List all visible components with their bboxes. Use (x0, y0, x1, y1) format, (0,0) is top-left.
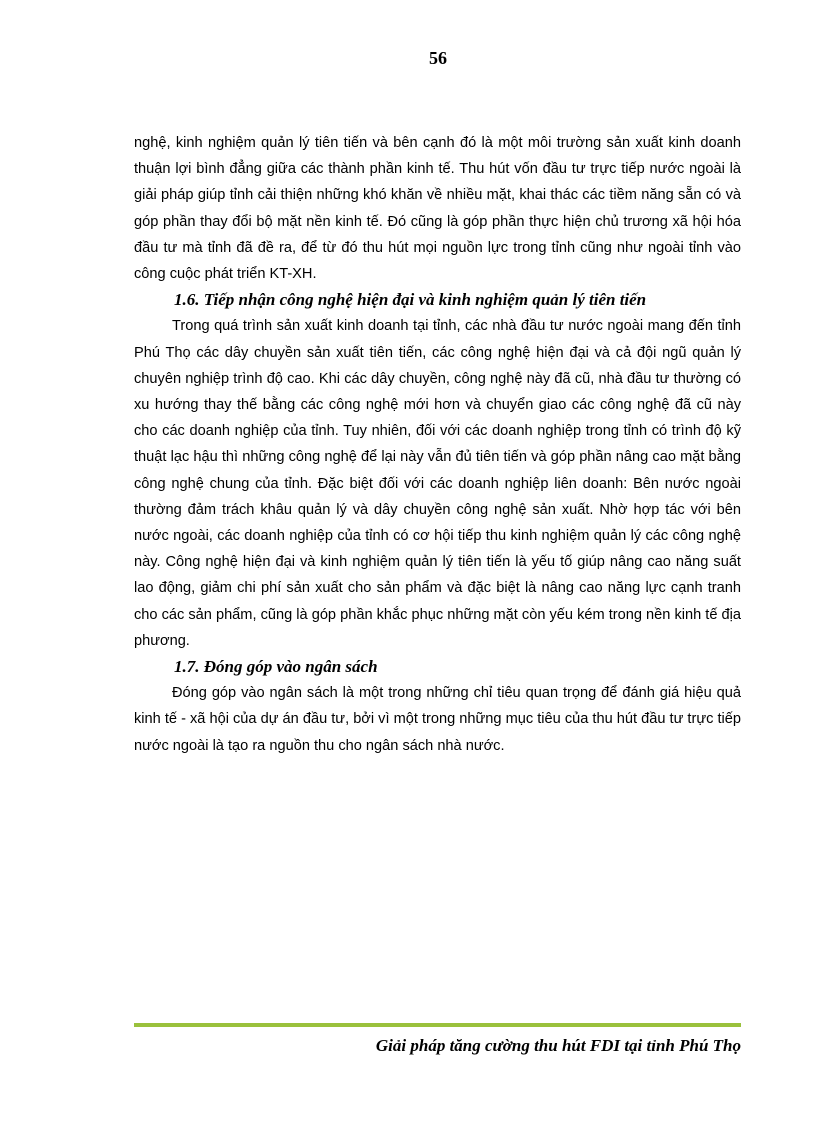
paragraph-section-1-6: Trong quá trình sản xuất kinh doanh tại tỉnh, các nhà đầu tư nước ngoài mang đến tỉnh Phú Thọ các dây chuyền sản xuất tiên tiến, các công nghệ hiện đại và cả đội ngũ quản lý chuyên nghiệp trình độ cao. Khi các dây chuyền, công nghệ này đã cũ, nhà đầu tư thường có xu hướng thay thế bằng các công nghệ mới hơn và chuyển giao các công nghệ đã cũ này cho các doanh nghiệp của tỉnh. Tuy nhiên, đối với các doanh nghiệp trong tỉnh có trình độ kỹ thuật lạc hậu thì những công nghệ để lại này vẫn đủ tiên tiến và góp phần nâng cao mặt bằng công nghệ chung của tỉnh. Đặc biệt đối với các doanh nghiệp liên doanh: Bên nước ngoài thường đảm trách khâu quản lý và dây chuyền công nghệ sản xuất. Nhờ hợp tác với bên nước ngoài, các doanh nghiệp của tỉnh có cơ hội tiếp thu kinh nghiệm quản lý các công nghệ này. Công nghệ hiện đại và kinh nghiệm quản lý tiên tiến là yếu tố giúp nâng cao năng suất lao động, giảm chi phí sản xuất cho sản phẩm và đặc biệt là nâng cao năng lực cạnh tranh cho các sản phẩm, cũng là góp phần khắc phục những mặt còn yếu kém trong nền kinh tế địa phương. (134, 318, 741, 649)
footer-divider (134, 1023, 741, 1027)
paragraph-section-1-7: Đóng góp vào ngân sách là một trong những chỉ tiêu quan trọng để đánh giá hiệu quả kinh tế - xã hội của dự án đầu tư, bởi vì một trong những mục tiêu của thu hút đầu tư trực tiếp nước ngoài là tạo ra nguồn thu cho ngân sách nhà nước. (134, 685, 741, 754)
document-body (134, 130, 741, 759)
page-number: 56 (429, 48, 447, 68)
footer-title: Giải pháp tăng cường thu hút FDI tại tỉnh Phú Thọ (375, 1036, 741, 1055)
paragraph-intro: nghệ, kinh nghiệm quản lý tiên tiến và bên cạnh đó là một môi trường sản xuất kinh doanh thuận lợi bình đẳng giữa các thành phần kinh tế. Thu hút vốn đầu tư trực tiếp nước ngoài là giải pháp giúp tỉnh cải thiện những khó khăn về nhiều mặt, khai thác các tiềm năng sẵn có và góp phần thay đổi bộ mặt nền kinh tế. Đó cũng là góp phần thực hiện chủ trương xã hội hóa đầu tư mà tỉnh đã đề ra, để từ đó thu hút mọi nguồn lực trong tỉnh cũng như ngoài tỉnh vào công cuộc phát triển KT-XH. (134, 135, 741, 283)
section-heading-1-6: 1.6. Tiếp nhận công nghệ hiện đại và kinh nghiệm quản lý tiên tiến (174, 290, 647, 310)
section-heading-1-7: 1.7. Đóng góp vào ngân sách (174, 657, 378, 677)
